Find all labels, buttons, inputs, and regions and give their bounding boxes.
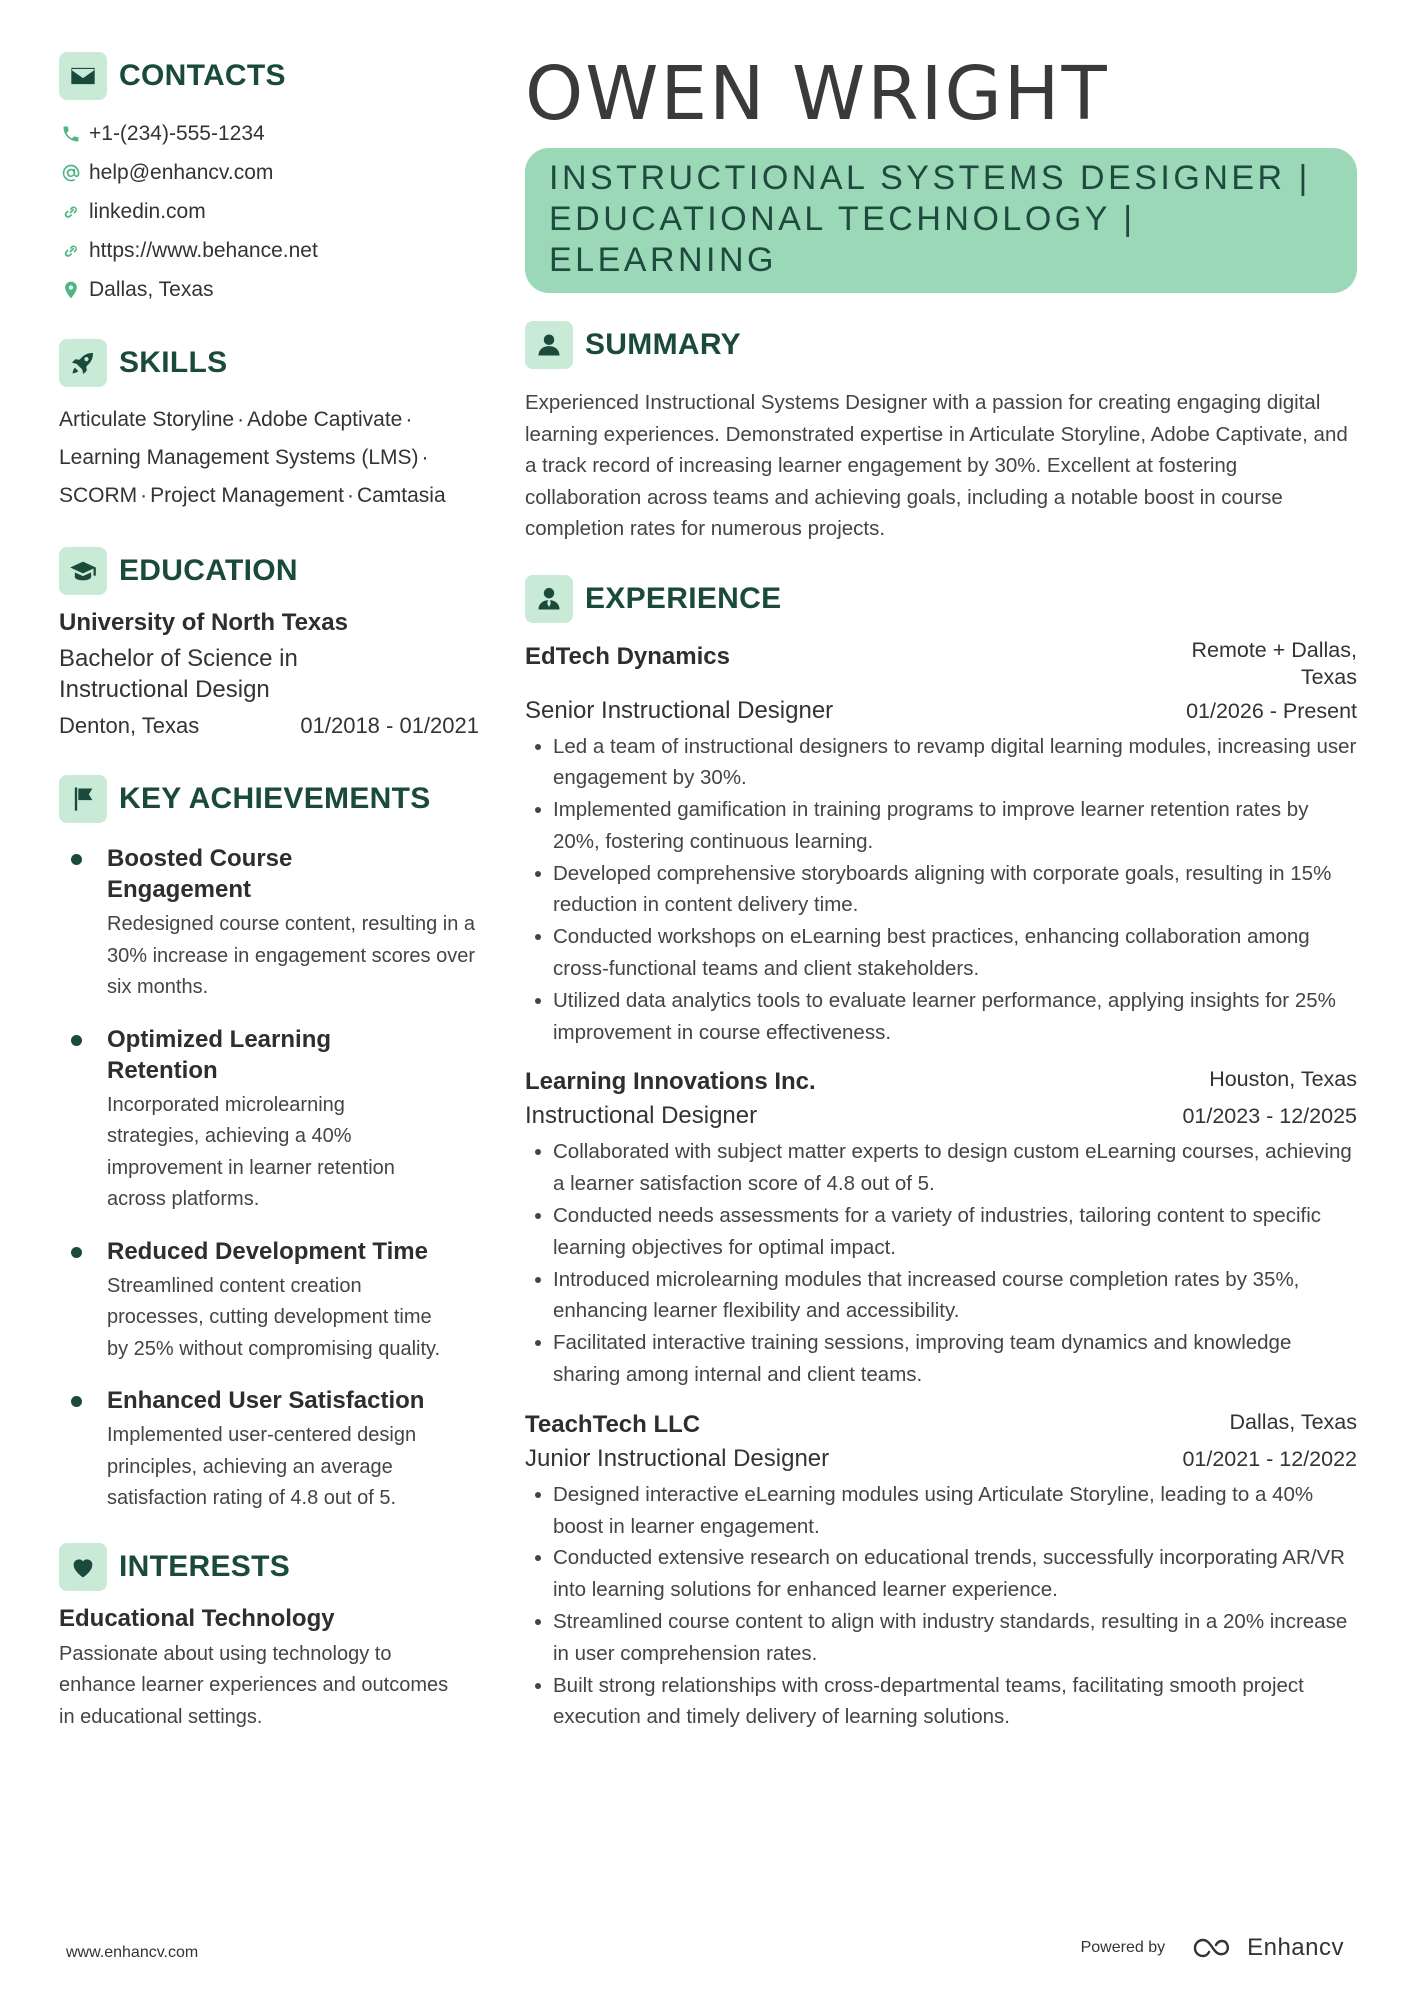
job-bullet: Developed comprehensive storyboards aligning with corporate goals, resulting in 15% reduction in content delivery time. xyxy=(525,858,1357,922)
briefcase-user-icon xyxy=(525,575,573,623)
interest-title: Educational Technology xyxy=(59,1604,335,1632)
contacts-header xyxy=(59,52,479,100)
bullet-dot xyxy=(71,1035,82,1046)
job-bullet: Built strong relationships with cross-departmental teams, facilitating smooth project execution and timely delivery of learning solutions. xyxy=(525,1670,1357,1734)
achievement-item xyxy=(59,1236,479,1366)
interest-desc: Passionate about using technology to enhance learner experiences and outcomes in educational settings. xyxy=(59,1642,449,1728)
job-dates: 01/2023 - 12/2025 xyxy=(1182,1104,1357,1129)
job-subheader xyxy=(525,697,1357,725)
job-bullet: Implemented gamification in training programs to improve learner retention rates by 20%, fostering continuous learning. xyxy=(525,794,1357,858)
graduation-cap-icon xyxy=(59,547,107,595)
achievement-item xyxy=(59,1385,479,1515)
education-header xyxy=(59,547,479,595)
job-bullet: Conducted extensive research on educational trends, successfully incorporating AR/VR into learning solutions for enhanced learner experience. xyxy=(525,1542,1357,1606)
user-icon xyxy=(525,321,573,369)
at-icon xyxy=(59,161,83,185)
job-entry xyxy=(525,1405,1357,1733)
footer-website[interactable]: www.enhancv.com xyxy=(66,1944,199,1961)
left-column xyxy=(59,52,479,1733)
job-company: EdTech Dynamics xyxy=(525,642,730,670)
job-bullet: Streamlined course content to align with industry standards, resulting in a 20% increase in user comprehension rates. xyxy=(525,1606,1357,1670)
job-role: Junior Instructional Designer xyxy=(525,1444,830,1472)
skills-header xyxy=(59,339,479,387)
achievement-desc: Implemented user-centered design principles, achieving an average satisfaction rating of 4.8 out of 5. xyxy=(107,1424,417,1509)
right-column xyxy=(525,52,1357,1733)
phone-icon xyxy=(59,122,83,146)
job-bullet: Utilized data analytics tools to evaluate learner performance, applying insights for 25% improvement in course effectiveness. xyxy=(525,985,1357,1049)
education-dates: 01/2018 - 01/2021 xyxy=(300,713,479,738)
experience-heading: EXPERIENCE xyxy=(585,581,782,615)
education-location: Denton, Texas xyxy=(59,713,200,738)
job-dates: 01/2021 - 12/2022 xyxy=(1182,1446,1357,1471)
achievement-desc: Incorporated microlearning strategies, achieving a 40% improvement in learner retention across platforms. xyxy=(107,1093,395,1210)
experience-header xyxy=(525,575,1357,623)
skill-separator: · xyxy=(421,446,429,469)
skill-item: SCORM xyxy=(59,484,138,507)
achievement-title: Boosted Course Engagement xyxy=(107,845,293,903)
job-dates: 01/2026 - Present xyxy=(1186,698,1357,723)
job-role: Instructional Designer xyxy=(525,1102,758,1130)
summary-heading: SUMMARY xyxy=(585,328,741,361)
skills-heading: SKILLS xyxy=(119,346,228,379)
job-bullet: Designed interactive eLearning modules using Articulate Storyline, leading to a 40% boost in learner engagement. xyxy=(525,1479,1357,1543)
candidate-title: INSTRUCTIONAL SYSTEMS DESIGNER | EDUCATIONAL TECHNOLOGY | ELEARNING xyxy=(525,148,1357,293)
summary-header xyxy=(525,321,1357,369)
interests-header xyxy=(59,1543,479,1591)
contact-linkedin[interactable] xyxy=(59,192,479,231)
flag-icon xyxy=(59,775,107,823)
skill-separator: · xyxy=(346,484,354,507)
skill-separator: · xyxy=(405,408,413,431)
job-entry xyxy=(525,637,1357,1049)
contact-list xyxy=(59,114,479,309)
job-bullet: Conducted needs assessments for a variety of industries, tailoring content to specific learning objectives for optimal impact. xyxy=(525,1200,1357,1264)
job-bullets xyxy=(525,1136,1357,1390)
job-company: Learning Innovations Inc. xyxy=(525,1068,816,1096)
summary-text: Experienced Instructional Systems Designer with a passion for creating engaging digital learning experiences. Demonstrated expertise in Articulate Storyline, Adobe Captivate, and a track record of increasing learner engagement by 30%. Excellent at fostering collaboration across teams and achieving goals, including a notable boost in course completion rates for numerous projects. xyxy=(525,391,1348,540)
achievement-item xyxy=(59,1024,479,1216)
skill-item: Adobe Captivate xyxy=(247,408,403,431)
job-bullet: Facilitated interactive training sessions, improving team dynamics and knowledge sharing among internal and client teams. xyxy=(525,1327,1357,1391)
achievement-desc: Redesigned course content, resulting in a 30% increase in engagement scores over six months. xyxy=(107,913,476,998)
job-header xyxy=(525,1062,1357,1096)
job-bullets xyxy=(525,731,1357,1049)
contact-email-text: help@enhancv.com xyxy=(89,160,274,184)
job-bullet: Led a team of instructional designers to revamp digital learning modules, increasing user engagement by 30%. xyxy=(525,731,1357,795)
education-heading: EDUCATION xyxy=(119,554,298,587)
skill-separator: · xyxy=(140,484,148,507)
skill-item: Articulate Storyline xyxy=(59,408,235,431)
envelope-icon xyxy=(59,52,107,100)
footer-branding xyxy=(1081,1934,1344,1962)
contact-phone-text: +1-(234)-555-1234 xyxy=(89,121,265,145)
rocket-icon xyxy=(59,339,107,387)
achievement-title: Enhanced User Satisfaction xyxy=(107,1387,425,1414)
link-icon xyxy=(59,200,83,224)
interests-heading: INTERESTS xyxy=(119,1549,291,1583)
bullet-dot xyxy=(71,854,82,865)
contact-location-text: Dallas, Texas xyxy=(89,277,214,301)
skill-item: Project Management xyxy=(150,484,344,507)
contact-behance[interactable] xyxy=(59,231,479,270)
job-location: Houston, Texas xyxy=(1209,1067,1357,1092)
education-meta xyxy=(59,713,479,739)
contact-location xyxy=(59,270,479,309)
achievements-header xyxy=(59,775,479,823)
bullet-dot xyxy=(71,1247,82,1258)
job-bullet: Conducted workshops on eLearning best practices, enhancing collaboration among cross-functional teams and client stakeholders. xyxy=(525,921,1357,985)
skill-item: Learning Management Systems (LMS) xyxy=(59,446,419,469)
job-entry xyxy=(525,1062,1357,1390)
job-header xyxy=(525,1405,1357,1439)
job-bullets xyxy=(525,1479,1357,1733)
contacts-heading: CONTACTS xyxy=(119,59,286,92)
job-subheader xyxy=(525,1445,1357,1473)
job-location: Remote + Dallas, Texas xyxy=(1191,637,1357,689)
job-company: TeachTech LLC xyxy=(525,1410,701,1438)
skills-list xyxy=(59,401,479,515)
job-header xyxy=(525,637,1357,691)
heart-icon xyxy=(59,1543,107,1591)
contact-linkedin-text: linkedin.com xyxy=(89,199,206,223)
achievement-item xyxy=(59,843,479,1004)
contact-phone[interactable] xyxy=(59,114,479,153)
bullet-dot xyxy=(71,1396,82,1407)
job-bullet: Collaborated with subject matter experts to design custom eLearning courses, achieving a learner satisfaction score of 4.8 out of 5. xyxy=(525,1136,1357,1200)
achievement-desc: Streamlined content creation processes, cutting development time by 25% without compromising quality. xyxy=(107,1274,441,1360)
job-subheader xyxy=(525,1102,1357,1130)
education-school: University of North Texas xyxy=(59,609,348,636)
achievement-title: Optimized Learning Retention xyxy=(107,1025,332,1084)
achievement-title: Reduced Development Time xyxy=(107,1237,428,1265)
job-role: Senior Instructional Designer xyxy=(525,696,834,724)
enhancv-logo-icon xyxy=(1191,1935,1237,1961)
skill-separator: · xyxy=(237,408,245,431)
link-icon xyxy=(59,239,83,263)
achievements-heading: KEY ACHIEVEMENTS xyxy=(119,782,431,815)
brand-name: Enhancv xyxy=(1247,1934,1344,1961)
candidate-name: OWEN WRIGHT xyxy=(525,51,1109,137)
location-pin-icon xyxy=(59,278,83,302)
contact-email[interactable] xyxy=(59,153,479,192)
contact-behance-text: https://www.behance.net xyxy=(89,238,318,262)
powered-by-label: Powered by xyxy=(1080,1939,1166,1956)
job-bullet: Introduced microlearning modules that increased course completion rates by 35%, enhancing learner flexibility and accessibility. xyxy=(525,1264,1357,1328)
job-location: Dallas, Texas xyxy=(1229,1409,1357,1434)
skill-item: Camtasia xyxy=(356,484,446,507)
education-degree: Bachelor of Science in Instructional Design xyxy=(59,645,298,703)
